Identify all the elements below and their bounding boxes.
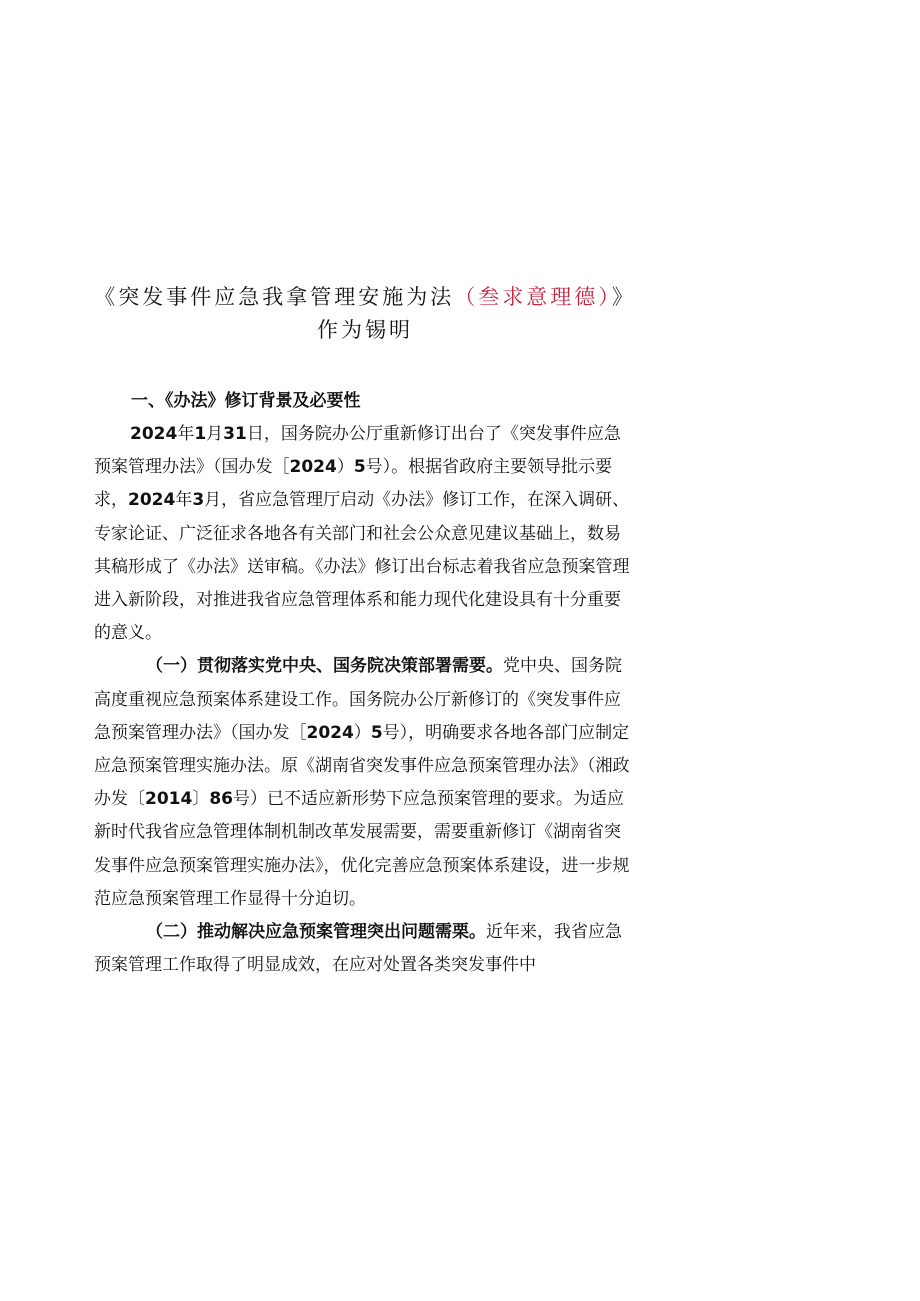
title-suffix: 》 (611, 285, 636, 309)
document-subtitle: 作为锡明 (317, 318, 413, 342)
title-prefix: 《突发事件应急我拿管理安施为法 (94, 285, 455, 309)
paragraph-solve-problems: （二）推动解决应急预案管理突出问题需栗。近年来，我省应急预案管理工作取得了明显成效，在应对处置各类突发事件中 (94, 922, 622, 976)
paragraph-lead: （一）贯彻落实党中央、国务院决策部署需要。 (146, 656, 503, 677)
paragraph-background: 2024年1月31日，国务院办公厅重新修订出台了《突发事件应急预案管理办法》（国办发［2024）5号）。根据省政府主要领导批示要求，2024年3月，省应急管理厅启动《办法》修订工作，在深入调研、专家论证、广泛征求各地各有关部门和社会公众意见建议基础上，数易其稿形成了《办法》送审稿。《办法》修订出台标志着我省应急预案管理进入新阶段，对推进我省应急管理体系和能力现代化建设具有十分重要的意义。 (94, 424, 630, 644)
title-red-annotation: （叁求意理德） (454, 285, 612, 309)
paragraph-implement-deployment: （一）贯彻落实党中央、国务院决策部署需要。党中央、国务院高度重视应急预案体系建设工作。国务院办公厅新修订的《突发事件应急预案管理办法》（国办发［2024）5号），明确要求各地各部门应制定应急预案管理实施办法。原《湖南省突发事件应急预案管理办法》（湘政办发〔2014〕86号）已不适应新形势下应急预案管理的要求。为适应新时代我省应急管理体制机制改革发展需要，需要重新修订《湖南省突发事件应急预案管理实施办法》，优化完善应急预案体系建设，进一步规范应急预案管理工作显得十分迫切。 (94, 656, 630, 909)
paragraph-lead: （二）推动解决应急预案管理突出问题需栗。 (146, 922, 486, 943)
body-text (94, 418, 634, 982)
document-title (0, 281, 730, 311)
section-heading: 一、《办法》修订背景及必要性 (131, 391, 361, 411)
